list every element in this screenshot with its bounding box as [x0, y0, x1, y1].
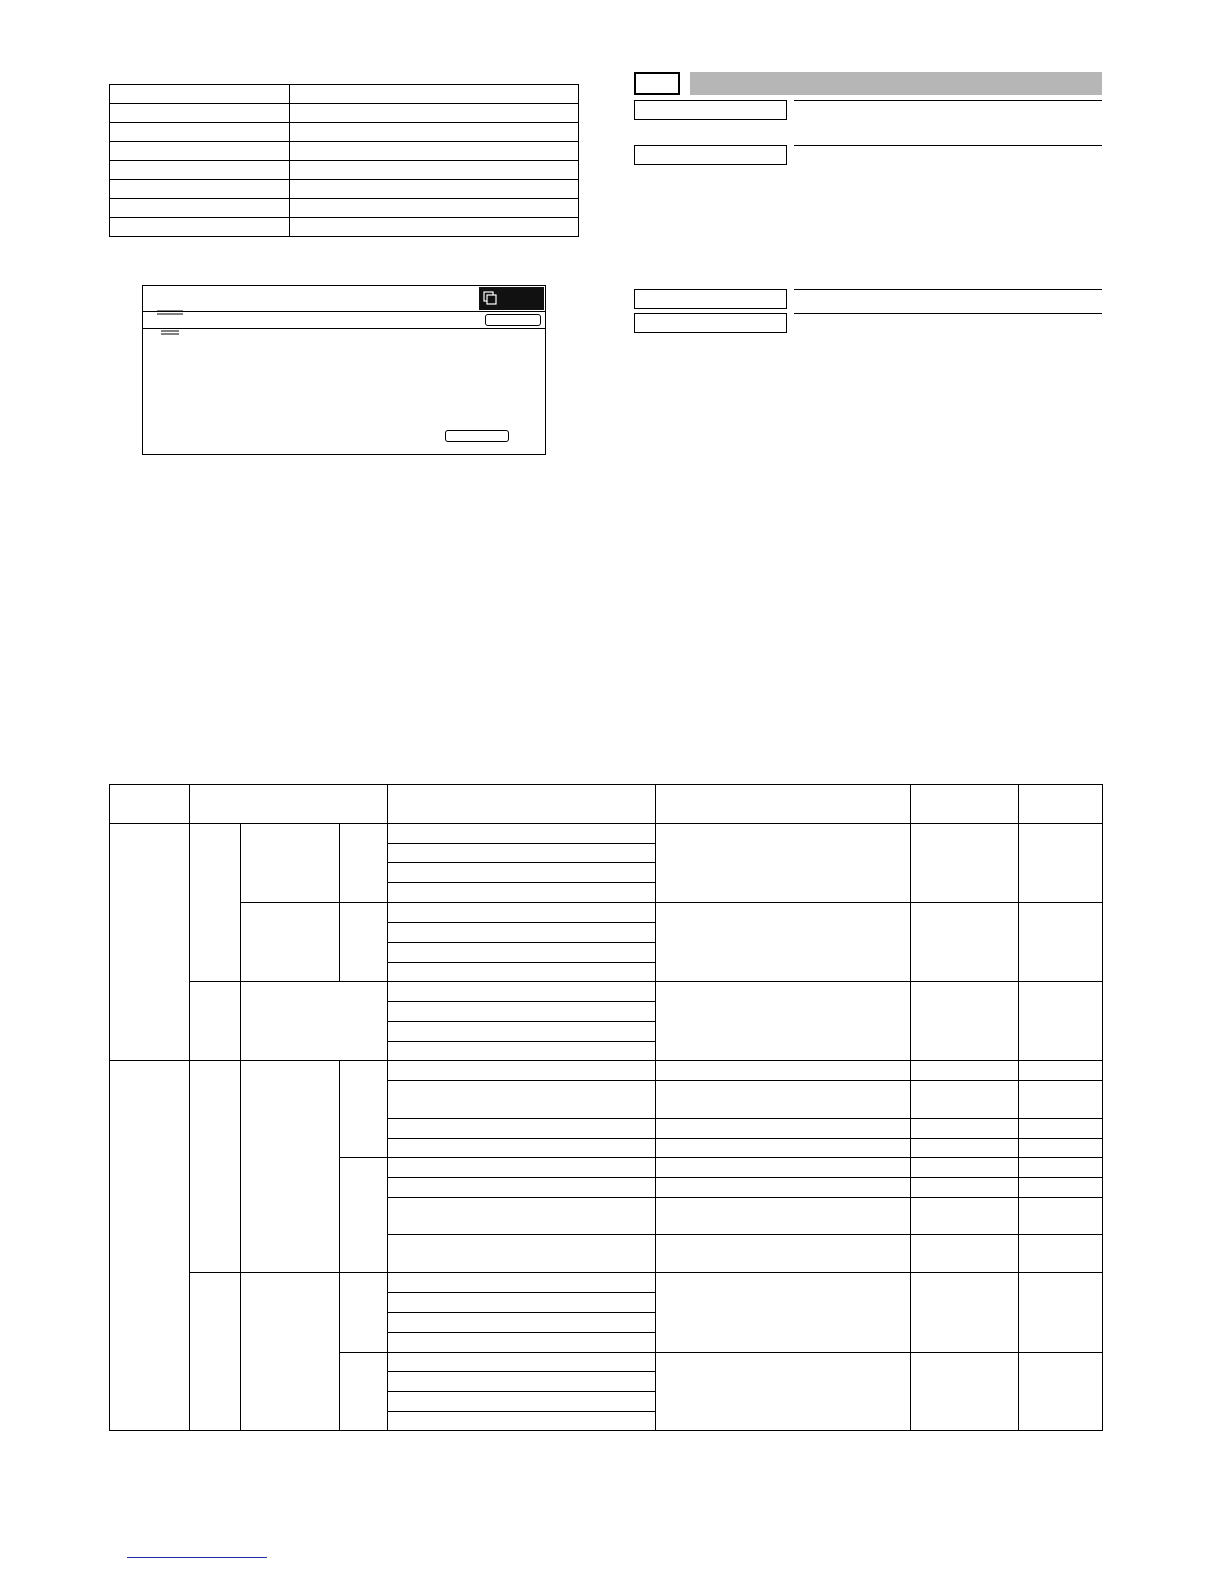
table-row [387, 942, 655, 943]
table-row [387, 1001, 655, 1002]
table-row [387, 843, 655, 844]
group-divider [189, 1272, 1103, 1273]
table-row [110, 218, 579, 237]
table-row [110, 123, 579, 142]
table-row [387, 1177, 1103, 1178]
table-rule [655, 823, 656, 1431]
table-row [387, 1157, 1103, 1158]
table-row [387, 1332, 655, 1333]
table-row [387, 1371, 655, 1372]
table-row [387, 1197, 1103, 1198]
table-row [387, 962, 655, 963]
table-row [110, 199, 579, 218]
table-row [110, 85, 579, 104]
screen-divider-top [143, 311, 545, 312]
table-row [387, 1021, 655, 1022]
item-label-2 [634, 145, 787, 165]
table-rule [339, 1060, 340, 1431]
table-row [387, 1118, 1103, 1119]
header-column-divider [910, 785, 911, 823]
top-right-button[interactable] [485, 314, 541, 326]
table-rule [189, 823, 190, 1431]
table-row [387, 1234, 1103, 1235]
copy-icon [483, 291, 497, 305]
table-rule [910, 823, 911, 1431]
group-divider [339, 1352, 1103, 1353]
item-label-3 [634, 289, 787, 309]
table-row [110, 180, 579, 199]
table-row [387, 1138, 1103, 1139]
main-table [109, 784, 1103, 1431]
section-divider [110, 1060, 1103, 1061]
table-row [387, 1312, 655, 1313]
item-rule-1 [794, 100, 1102, 101]
spec-table [109, 84, 579, 237]
table-row [387, 1080, 1103, 1081]
copy-tab[interactable] [479, 287, 544, 310]
table-row [387, 862, 655, 863]
menu-lines-icon[interactable] [155, 309, 185, 335]
header-column-divider [1018, 785, 1019, 823]
subgroup-divider [339, 1157, 387, 1158]
header-column-divider [189, 785, 190, 823]
group-divider [240, 902, 1103, 903]
table-rule [240, 823, 241, 1431]
item-rule-4 [794, 313, 1102, 314]
table-row [110, 142, 579, 161]
screen-divider-2 [143, 328, 545, 329]
table-row [110, 104, 579, 123]
table-row [110, 161, 579, 180]
item-label-4 [634, 313, 787, 333]
table-row [387, 1292, 655, 1293]
header-column-divider [387, 785, 388, 823]
footer-link-underline[interactable] [127, 1557, 267, 1558]
item-rule-3 [794, 289, 1102, 290]
table-row [387, 1391, 655, 1392]
item-rule-2 [794, 145, 1102, 146]
group-divider [189, 981, 1103, 982]
table-row [387, 1411, 655, 1412]
section-title-bar [690, 72, 1102, 95]
screen-mockup [142, 285, 546, 455]
table-row [387, 1041, 655, 1042]
table-row [387, 882, 655, 883]
table-row [387, 922, 655, 923]
item-label-1 [634, 100, 787, 120]
header-divider [110, 823, 1103, 824]
bottom-button[interactable] [445, 430, 509, 442]
section-number-box [634, 72, 680, 95]
table-rule [387, 823, 388, 1431]
table-rule [1018, 823, 1019, 1431]
header-column-divider [655, 785, 656, 823]
